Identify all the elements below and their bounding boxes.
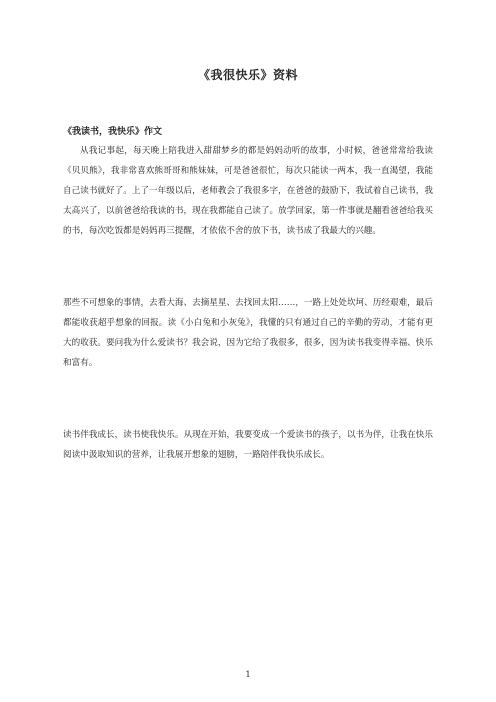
paragraph-3: 读书伴我成长，读书使我快乐。从现在开始，我要变成一个爱读书的孩子，以书为伴，让我在快乐阅读中汲取知识的营养，让我展开想象的翅膀，一路陪伴我快乐成长。 <box>63 430 433 460</box>
document-title: 《我很快乐》资料 <box>197 68 298 82</box>
paragraph-1: 从我记事起，每天晚上陪我进入甜甜梦乡的都是妈妈动听的故事，小时候，爸爸常常给我读《贝贝熊》，我非常喜欢熊哥哥和熊妹妹，可是爸爸很忙，每次只能读一两本，我一直渴望，我能自己读书就好了。上了一年级以后，老师教会了我很多字，在爸爸的鼓励下，我试着自己读书，我太高兴了，以前爸爸给我读的书，现在我都能自己读了。放学回家，第一件事就是翻看爸爸给我买的书，每次吃饭都是妈妈再三提醒，才依依不舍的放下书，读书成了我最大的兴趣。 <box>63 146 433 236</box>
paragraph-2: 那些不可想象的事情，去看大海、去摘星星、去找回太阳……，一路上处处坎坷、历经艰难，最后都能收获超乎想象的回报。读《小白兔和小灰兔》，我懂的只有通过自己的辛勤的劳动，才能有更大的收获。要问我为什么爱读书？我会说，因为它给了我很多，很多，因为读书我变得幸福、快乐和富有。 <box>63 298 433 368</box>
essay-heading: 《我读书，我快乐》作文 <box>63 127 163 137</box>
page-number: 1 <box>245 670 251 679</box>
